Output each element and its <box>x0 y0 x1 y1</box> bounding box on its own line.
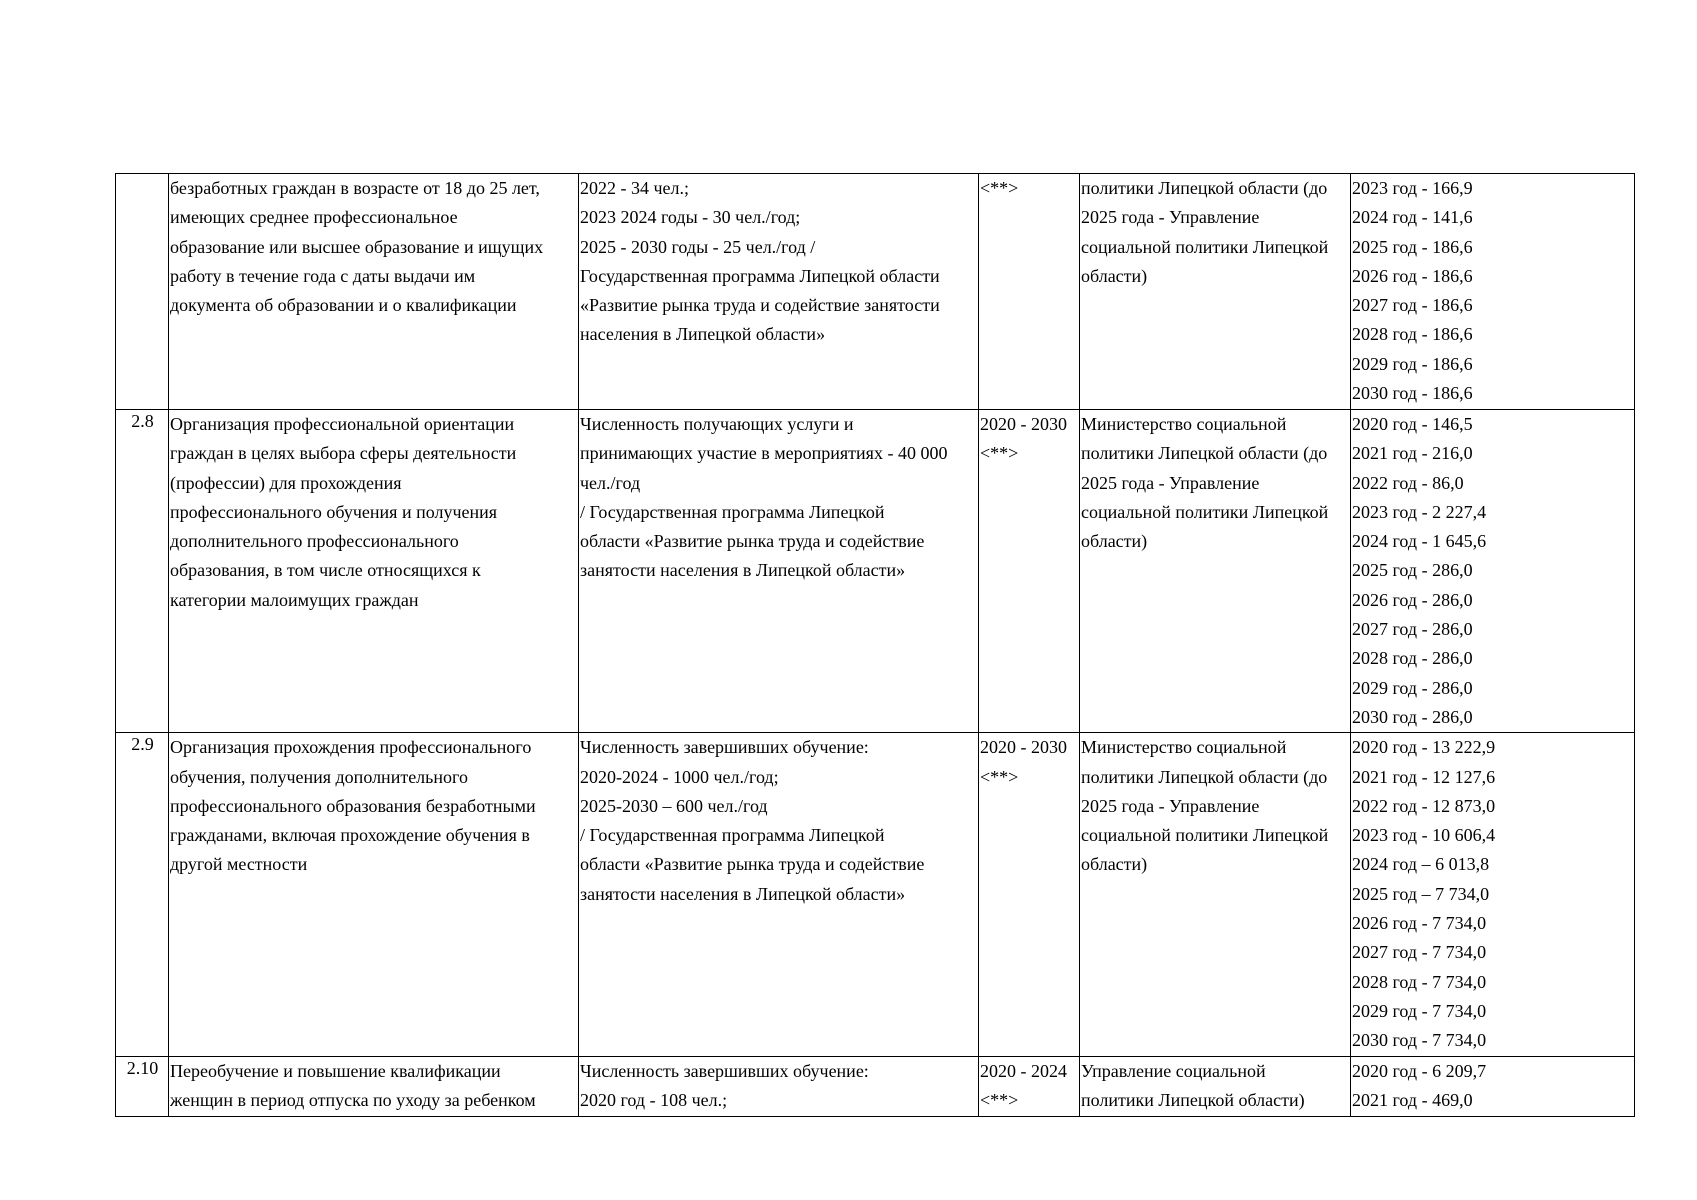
executor-cell: политики Липецкой области (до 2025 года - Управление социальной политики Липецкой области) <box>1080 174 1351 410</box>
indicator-cell: 2022 - 34 чел.; 2023 2024 годы - 30 чел./год; 2025 - 2030 годы - 25 чел./год / Государственная программа Липецкой области «Развитие рынка труда и содействие занятости населения в Липецкой области» <box>579 174 979 410</box>
funding-cell: 2020 год - 13 222,9 2021 год - 12 127,6 2022 год - 12 873,0 2023 год - 10 606,4 2024 год – 6 013,8 2025 год – 7 734,0 2026 год - 7 734,0 2027 год - 7 734,0 2028 год - 7 734,0 2029 год - 7 734,0 2030 год - 7 734,0 <box>1351 733 1635 1056</box>
measure-name-cell: Организация профессиональной ориентации граждан в целях выбора сферы деятельности (профессии) для прохождения профессионального обучения и получения дополнительного профессионального образования, в том числе относящихся к категории малоимущих граждан <box>169 410 579 733</box>
executor-cell: Министерство социальной политики Липецкой области (до 2025 года - Управление социальной политики Липецкой области) <box>1080 410 1351 733</box>
funding-cell: 2020 год - 6 209,7 2021 год - 469,0 <box>1351 1056 1635 1116</box>
row-number-cell: 2.8 <box>116 410 169 733</box>
indicator-cell: Численность завершивших обучение: 2020-2024 - 1000 чел./год; 2025-2030 – 600 чел./год / Государственная программа Липецкой области «Развитие рынка труда и содействие занятости населения в Липецкой области» <box>579 733 979 1056</box>
period-cell: <**> <box>979 174 1080 410</box>
funding-cell: 2020 год - 146,5 2021 год - 216,0 2022 год - 86,0 2023 год - 2 227,4 2024 год - 1 645,6 2025 год - 286,0 2026 год - 286,0 2027 год - 286,0 2028 год - 286,0 2029 год - 286,0 2030 год - 286,0 <box>1351 410 1635 733</box>
measure-name-cell: Переобучение и повышение квалификации женщин в период отпуска по уходу за ребенком <box>169 1056 579 1116</box>
executor-cell: Управление социальной политики Липецкой области) <box>1080 1056 1351 1116</box>
measure-name-cell: Организация прохождения профессионального обучения, получения дополнительного профессионального образования безработными гражданами, включая прохождение обучения в другой местности <box>169 733 579 1056</box>
indicator-cell: Численность получающих услуги и принимающих участие в мероприятиях - 40 000 чел./год / Государственная программа Липецкой области «Развитие рынка труда и содействие занятости населения в Липецкой области» <box>579 410 979 733</box>
period-cell: 2020 - 2030 <**> <box>979 410 1080 733</box>
measure-name-cell: безработных граждан в возрасте от 18 до 25 лет, имеющих среднее профессиональное образование или высшее образование и ищущих работу в течение года с даты выдачи им документа об образовании и о квалификации <box>169 174 579 410</box>
period-cell: 2020 - 2030 <**> <box>979 733 1080 1056</box>
period-cell: 2020 - 2024 <**> <box>979 1056 1080 1116</box>
funding-cell: 2023 год - 166,9 2024 год - 141,6 2025 год - 186,6 2026 год - 186,6 2027 год - 186,6 2028 год - 186,6 2029 год - 186,6 2030 год - 186,6 <box>1351 174 1635 410</box>
indicator-cell: Численность завершивших обучение: 2020 год - 108 чел.; <box>579 1056 979 1116</box>
table-row <box>116 1056 1635 1116</box>
row-number-cell <box>116 174 169 410</box>
row-number-cell: 2.10 <box>116 1056 169 1116</box>
table-row <box>116 174 1635 410</box>
table-row <box>116 410 1635 733</box>
table-row <box>116 733 1635 1056</box>
program-measures-table <box>115 173 1635 1117</box>
row-number-cell: 2.9 <box>116 733 169 1056</box>
executor-cell: Министерство социальной политики Липецкой области (до 2025 года - Управление социальной политики Липецкой области) <box>1080 733 1351 1056</box>
